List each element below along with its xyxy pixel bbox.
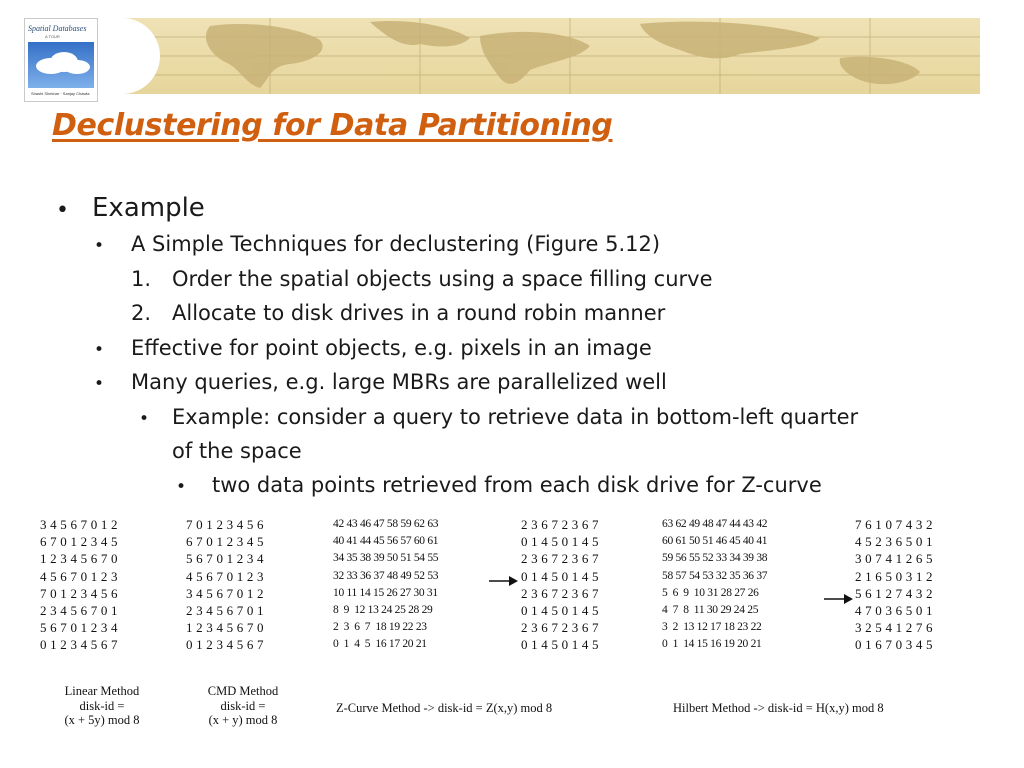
grid-row: 5 6 7 0 1 2 3 4 <box>186 551 264 567</box>
caption-line: Linear Method <box>64 684 140 698</box>
cmd-method-caption <box>188 684 298 728</box>
cloud-shape <box>64 60 90 74</box>
hilbert-disk-grid <box>855 516 933 654</box>
grid-row: 42 43 46 47 58 59 62 63 <box>333 518 439 530</box>
grid-row: 0 1 4 5 0 1 4 5 <box>521 568 599 584</box>
grid-row: 10 11 14 15 26 27 30 31 <box>333 586 438 599</box>
grid-row: 4 7 0 3 6 5 0 1 <box>855 602 933 618</box>
cmd-method-grid <box>186 516 264 654</box>
z-curve-caption: Z-Curve Method -> disk-id = Z(x,y) mod 8 <box>336 701 553 715</box>
bullet-marker: • <box>176 477 187 497</box>
arrow-icon <box>824 592 854 606</box>
grid-row: 5 6 1 2 7 4 3 2 <box>855 585 933 601</box>
bullet-example: Example <box>92 193 205 223</box>
grid-row: 4 5 2 3 6 5 0 1 <box>855 534 933 550</box>
grid-row: 5 6 9 10 31 28 27 26 <box>662 586 759 599</box>
grid-row: 0 1 2 3 4 5 6 7 <box>186 637 264 653</box>
bullet-effective: Effective for point objects, e.g. pixels in an image <box>131 336 652 360</box>
grid-row: 63 62 49 48 47 44 43 42 <box>662 518 768 530</box>
grid-row: 34 35 38 39 50 51 54 55 <box>333 552 439 565</box>
z-curve-disk-grid <box>521 516 599 654</box>
linear-method-caption <box>42 684 162 728</box>
step-order-objects: Order the spatial objects using a space filling curve <box>172 267 713 291</box>
grid-row: 0 1 2 3 4 5 6 7 <box>40 637 118 653</box>
grid-row: 0 1 4 5 0 1 4 5 <box>521 602 599 618</box>
grid-row: 3 4 5 6 7 0 1 2 <box>40 517 118 532</box>
grid-row: 3 4 5 6 7 0 1 2 <box>186 585 264 601</box>
grid-row: 8 9 12 13 24 25 28 29 <box>333 603 433 616</box>
caption-line: disk-id = <box>79 698 125 713</box>
grid-row: 2 3 6 7 2 3 6 7 <box>521 585 599 601</box>
grid-row: 40 41 44 45 56 57 60 61 <box>333 535 439 548</box>
grid-row: 1 2 3 4 5 6 7 0 <box>40 551 118 567</box>
grid-row: 0 1 6 7 0 3 4 5 <box>855 637 933 653</box>
bullet-two-points: two data points retrieved from each disk drive for Z-curve <box>212 473 822 497</box>
grid-row: 7 0 1 2 3 4 5 6 <box>186 517 264 532</box>
grid-row: 2 3 4 5 6 7 0 1 <box>40 602 118 618</box>
book-cover <box>24 18 98 102</box>
hilbert-order-grid <box>662 516 767 654</box>
grid-row: 5 6 7 0 1 2 3 4 <box>40 620 118 636</box>
grid-row: 0 1 14 15 16 19 20 21 <box>662 638 762 651</box>
step-allocate-disks: Allocate to disk drives in a round robin manner <box>172 301 666 325</box>
grid-row: 0 1 4 5 16 17 20 21 <box>333 638 427 651</box>
grid-row: 0 1 4 5 0 1 4 5 <box>521 534 599 550</box>
bullet-consider-query-cont: of the space <box>172 439 302 463</box>
bullet-simple-techniques: A Simple Techniques for declustering (Figure 5.12) <box>131 232 661 256</box>
bullet-many-queries: Many queries, e.g. large MBRs are parallelized well <box>131 370 667 394</box>
grid-row: 4 5 6 7 0 1 2 3 <box>40 568 118 584</box>
grid-row: 0 1 4 5 0 1 4 5 <box>521 637 599 653</box>
grid-row: 2 3 6 7 2 3 6 7 <box>521 551 599 567</box>
grid-row: 3 2 13 12 17 18 23 22 <box>662 621 762 634</box>
bullet-marker: • <box>56 198 69 223</box>
arrow-icon <box>489 574 519 588</box>
grid-row: 7 6 1 0 7 4 3 2 <box>855 517 933 532</box>
book-authors: Shashi Shekhar · Sanjay Chawla <box>31 91 90 96</box>
bullet-marker: • <box>94 374 105 394</box>
grid-row: 2 3 6 7 2 3 6 7 <box>521 517 599 532</box>
bullet-consider-query: Example: consider a query to retrieve data in bottom-left quarter <box>172 405 859 429</box>
z-curve-order-grid <box>333 516 438 654</box>
grid-row: 6 7 0 1 2 3 4 5 <box>40 534 118 550</box>
grid-row: 59 56 55 52 33 34 39 38 <box>662 552 768 565</box>
grid-row: 2 3 4 5 6 7 0 1 <box>186 602 264 618</box>
step-number: 2. <box>131 301 152 325</box>
grid-row: 32 33 36 37 48 49 52 53 <box>333 569 439 582</box>
grid-row: 6 7 0 1 2 3 4 5 <box>186 534 264 550</box>
world-map-graphic <box>120 18 980 94</box>
grid-row: 1 2 3 4 5 6 7 0 <box>186 620 264 636</box>
grid-row: 3 2 5 4 1 2 7 6 <box>855 620 933 636</box>
linear-method-grid <box>40 516 118 654</box>
grid-row: 2 3 6 7 18 19 22 23 <box>333 621 427 634</box>
step-number: 1. <box>131 267 152 291</box>
book-title: Spatial Databases <box>28 24 87 33</box>
grid-row: 58 57 54 53 32 35 36 37 <box>662 569 768 582</box>
grid-row: 2 3 6 7 2 3 6 7 <box>521 620 599 636</box>
grid-row: 60 61 50 51 46 45 40 41 <box>662 535 768 548</box>
grid-row: 4 7 8 11 30 29 24 25 <box>662 603 759 616</box>
grid-row: 2 1 6 5 0 3 1 2 <box>855 568 933 584</box>
caption-line: disk-id = <box>220 698 266 713</box>
slide-title: Declustering for Data Partitioning <box>52 108 613 143</box>
grid-row: 7 0 1 2 3 4 5 6 <box>40 585 118 601</box>
grid-row: 3 0 7 4 1 2 6 5 <box>855 551 933 567</box>
book-subtitle: A TOUR <box>45 34 60 39</box>
caption-line: (x + 5y) mod 8 <box>64 713 140 727</box>
bullet-marker: • <box>94 340 105 360</box>
bullet-marker: • <box>94 236 105 256</box>
bullet-marker: • <box>139 409 150 429</box>
grid-row: 4 5 6 7 0 1 2 3 <box>186 568 264 584</box>
hilbert-caption: Hilbert Method -> disk-id = H(x,y) mod 8 <box>673 701 884 715</box>
caption-line: CMD Method <box>207 684 279 698</box>
caption-line: (x + y) mod 8 <box>208 713 278 727</box>
book-sky-image <box>28 42 94 88</box>
header-banner <box>120 18 980 94</box>
